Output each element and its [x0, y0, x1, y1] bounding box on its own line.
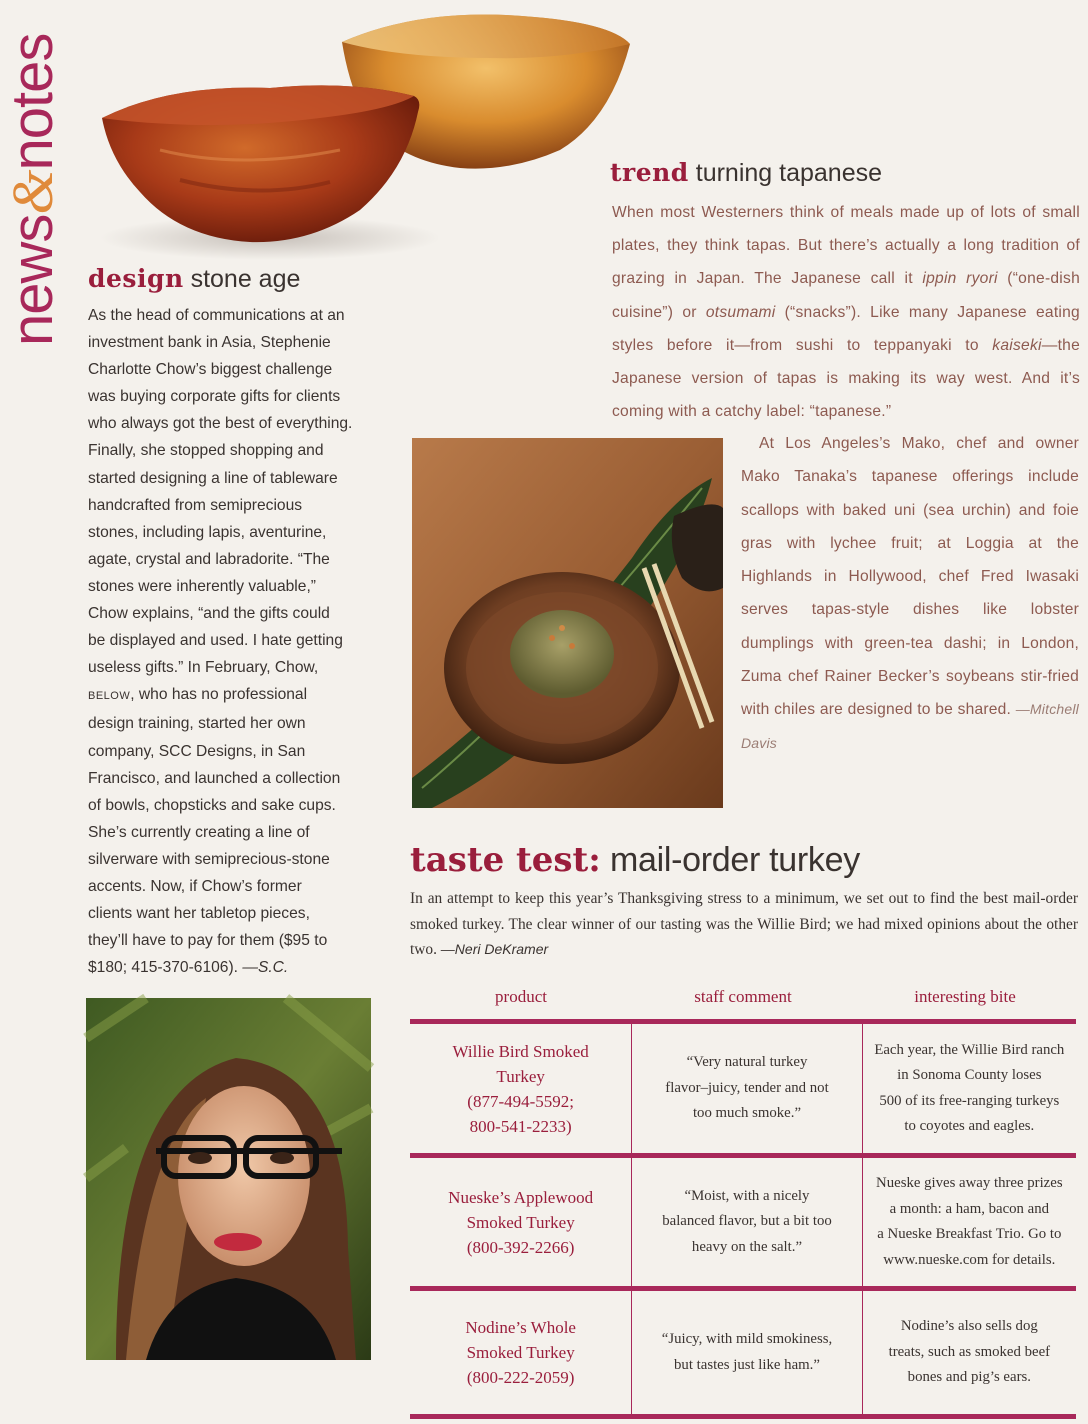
- header-staff-comment: staff comment: [694, 987, 792, 1006]
- trend-term: kaiseki: [992, 336, 1042, 354]
- product-cell: [410, 1291, 631, 1414]
- product-line: Turkey: [496, 1066, 545, 1086]
- table-row: [410, 1024, 1076, 1153]
- bite-line: www.nueske.com for details.: [883, 1251, 1056, 1268]
- svg-text:news&notes: [0, 34, 65, 346]
- design-line-rest: , who has no professional: [130, 686, 308, 704]
- trend-text: At Los Angeles’s Mako, chef and owner Mako Tanaka’s tapanese offerings include scallops with baked uni (sea urchin) and foie gras with lychee fruit; at Loggia at the Highlands in Hollywood, chef Fred Iwasaki serves tapas-style dishes like lobster dumplings with green-tea dashi; in London, Zuma chef Rainer Becker’s soybeans stir-fried with chiles are designed to be shared.: [741, 435, 1079, 719]
- table-header: [410, 975, 1076, 1019]
- section-tag: [0, 10, 65, 346]
- design-line: design training, started her own: [88, 715, 306, 733]
- section-tag-news: news: [0, 214, 65, 346]
- design-line: clients want her tabletop pieces,: [88, 905, 310, 923]
- design-line: started designing a line of tableware: [88, 469, 338, 487]
- trend-keyword: trend: [610, 158, 689, 187]
- comment-line: too much smoke.”: [692, 1105, 802, 1122]
- comment-line: heavy on the salt.”: [691, 1238, 803, 1255]
- bite-line: Each year, the Willie Bird ranch: [874, 1041, 1065, 1058]
- bite-cell: [862, 1291, 1076, 1414]
- comment-line: flavor–juicy, tender and not: [665, 1079, 829, 1096]
- design-line: She’s currently creating a line of: [88, 823, 310, 841]
- product-cell: [410, 1158, 631, 1286]
- trend-term: ippin ryori: [922, 270, 998, 288]
- design-line: As the head of communications at an: [88, 307, 345, 324]
- design-line: stones were inherently valuable,”: [88, 577, 316, 595]
- portrait-photo: [86, 998, 371, 1360]
- product-line: Nueske’s Applewood: [448, 1187, 594, 1207]
- design-line: Chow explains, “and the gifts could: [88, 605, 330, 623]
- header-product: product: [495, 987, 547, 1006]
- table-row: [410, 1158, 1076, 1286]
- trend-text: —the Japanese version of tapas is making its way west. And it’s coming with a catchy label: “tapanese.”: [612, 336, 1080, 421]
- trend-text: (“snacks”). Like many Japanese eating styles before it—from sushi to teppanyaki to: [612, 303, 1080, 354]
- bite-line: bones and pig’s ears.: [907, 1369, 1031, 1386]
- product-line: Smoked Turkey: [466, 1343, 575, 1362]
- design-line: company, SCC Designs, in San: [88, 742, 306, 760]
- design-line: silverware with semiprecious-stone: [88, 850, 330, 868]
- section-tag-notes: notes: [0, 33, 65, 171]
- comment-line: “Juicy, with mild smokiness,: [661, 1331, 833, 1347]
- trend-credit: —Mitchell Davis: [741, 701, 1079, 751]
- design-line: useless gifts.” In February, Chow,: [88, 659, 319, 677]
- trend-heading: [610, 158, 882, 188]
- comment-line: but tastes just like ham.”: [674, 1356, 820, 1373]
- design-line: be displayed and used. I hate getting: [88, 632, 343, 650]
- product-cell: [410, 1024, 631, 1153]
- product-line: Willie Bird Smoked: [452, 1041, 589, 1061]
- trend-text: (“one-dish cuisine”) or: [612, 270, 1080, 321]
- taste-test-heading: [410, 840, 860, 880]
- design-line: investment bank in Asia, Stephenie: [88, 334, 331, 352]
- design-keyword: design: [88, 264, 184, 293]
- design-line: [88, 954, 372, 981]
- product-line: 800-541-2233): [469, 1116, 572, 1136]
- design-line: accents. Now, if Chow’s former: [88, 877, 302, 895]
- bite-line: to coyotes and eagles.: [904, 1118, 1035, 1134]
- bite-cell: [862, 1158, 1076, 1286]
- design-line: handcrafted from semiprecious: [88, 496, 303, 514]
- tapanese-dish-photo: [412, 438, 723, 808]
- comment-cell: [631, 1024, 861, 1153]
- design-line: agate, crystal and labradorite. “The: [88, 550, 330, 568]
- taste-test-table: [410, 975, 1076, 1419]
- bite-line: a Nueske Breakfast Trio. Go to: [877, 1226, 1062, 1242]
- design-line: [88, 681, 372, 710]
- design-credit: —S.C.: [242, 959, 289, 977]
- bite-line: a month: a ham, bacon and: [889, 1200, 1050, 1217]
- taste-intro-text: In an attempt to keep this year’s Thanksgiving stress to a minimum, we set out to find the best mail-order smoked turkey. The clear winner of our tasting was the Willie Bird; we had mixed opinions about the other two.: [410, 890, 1078, 958]
- below-label: BELOW: [88, 690, 131, 703]
- trend-term: otsumami: [705, 303, 776, 321]
- design-heading: [88, 264, 300, 294]
- design-last-line: $180; 415-370-6106).: [88, 959, 238, 977]
- product-line: Smoked Turkey: [466, 1212, 575, 1232]
- taste-test-title: mail-order turkey: [609, 841, 860, 879]
- comment-line: “Moist, with a nicely: [684, 1187, 810, 1204]
- design-line: stones, including lapis, aventurine,: [88, 523, 327, 541]
- trend-title: turning tapanese: [695, 159, 883, 187]
- comment-line: balanced flavor, but a bit too: [662, 1213, 832, 1230]
- taste-test-keyword: taste test:: [410, 840, 601, 880]
- design-line: Francisco, and launched a collection: [88, 769, 341, 787]
- bite-line: in Sonoma County loses: [897, 1067, 1042, 1083]
- design-title: stone age: [190, 265, 301, 293]
- comment-cell: [631, 1291, 861, 1414]
- taste-test-intro: [410, 886, 1078, 963]
- trend-text: When most Westerners think of meals made up of lots of small plates, they think tapas. But there’s actually a long tradition of grazing in Japan. The Japanese call it: [612, 204, 1080, 288]
- bite-line: Nodine’s also sells dog: [900, 1318, 1038, 1335]
- design-line: was buying corporate gifts for clients: [88, 388, 341, 406]
- stone-bowls-photo: [90, 0, 650, 262]
- design-line: of bowls, chopsticks and sake cups.: [88, 796, 336, 814]
- table-rule: [410, 1414, 1076, 1419]
- bite-line: treats, such as smoked beef: [888, 1343, 1051, 1360]
- bite-line: Nueske gives away three prizes: [876, 1175, 1063, 1191]
- section-tag-ampersand: &: [0, 170, 65, 215]
- product-line: Nodine’s Whole: [465, 1318, 576, 1337]
- comment-line: “Very natural turkey: [686, 1054, 808, 1071]
- table-row: [410, 1291, 1076, 1414]
- design-line: Finally, she stopped shopping and: [88, 442, 324, 460]
- product-line: (800-392-2266): [466, 1237, 575, 1257]
- taste-test-credit: —Neri DeKramer: [440, 941, 549, 957]
- header-interesting-bite: interesting bite: [914, 987, 1016, 1006]
- trend-paragraph-2: [741, 427, 1079, 760]
- comment-cell: [631, 1158, 861, 1286]
- trend-paragraph-1: [612, 196, 1080, 428]
- design-line: they’ll have to pay for them ($95 to: [88, 932, 328, 950]
- design-line: Charlotte Chow’s biggest challenge: [88, 361, 333, 379]
- bite-cell: [862, 1024, 1076, 1153]
- section-tag-text: [0, 10, 65, 346]
- bite-line: 500 of its free-ranging turkeys: [879, 1092, 1060, 1109]
- design-article-body: [88, 302, 372, 981]
- product-line: (800-222-2059): [466, 1368, 575, 1387]
- design-line: who always got the best of everything.: [88, 415, 353, 433]
- product-line: (877-494-5592;: [467, 1091, 575, 1111]
